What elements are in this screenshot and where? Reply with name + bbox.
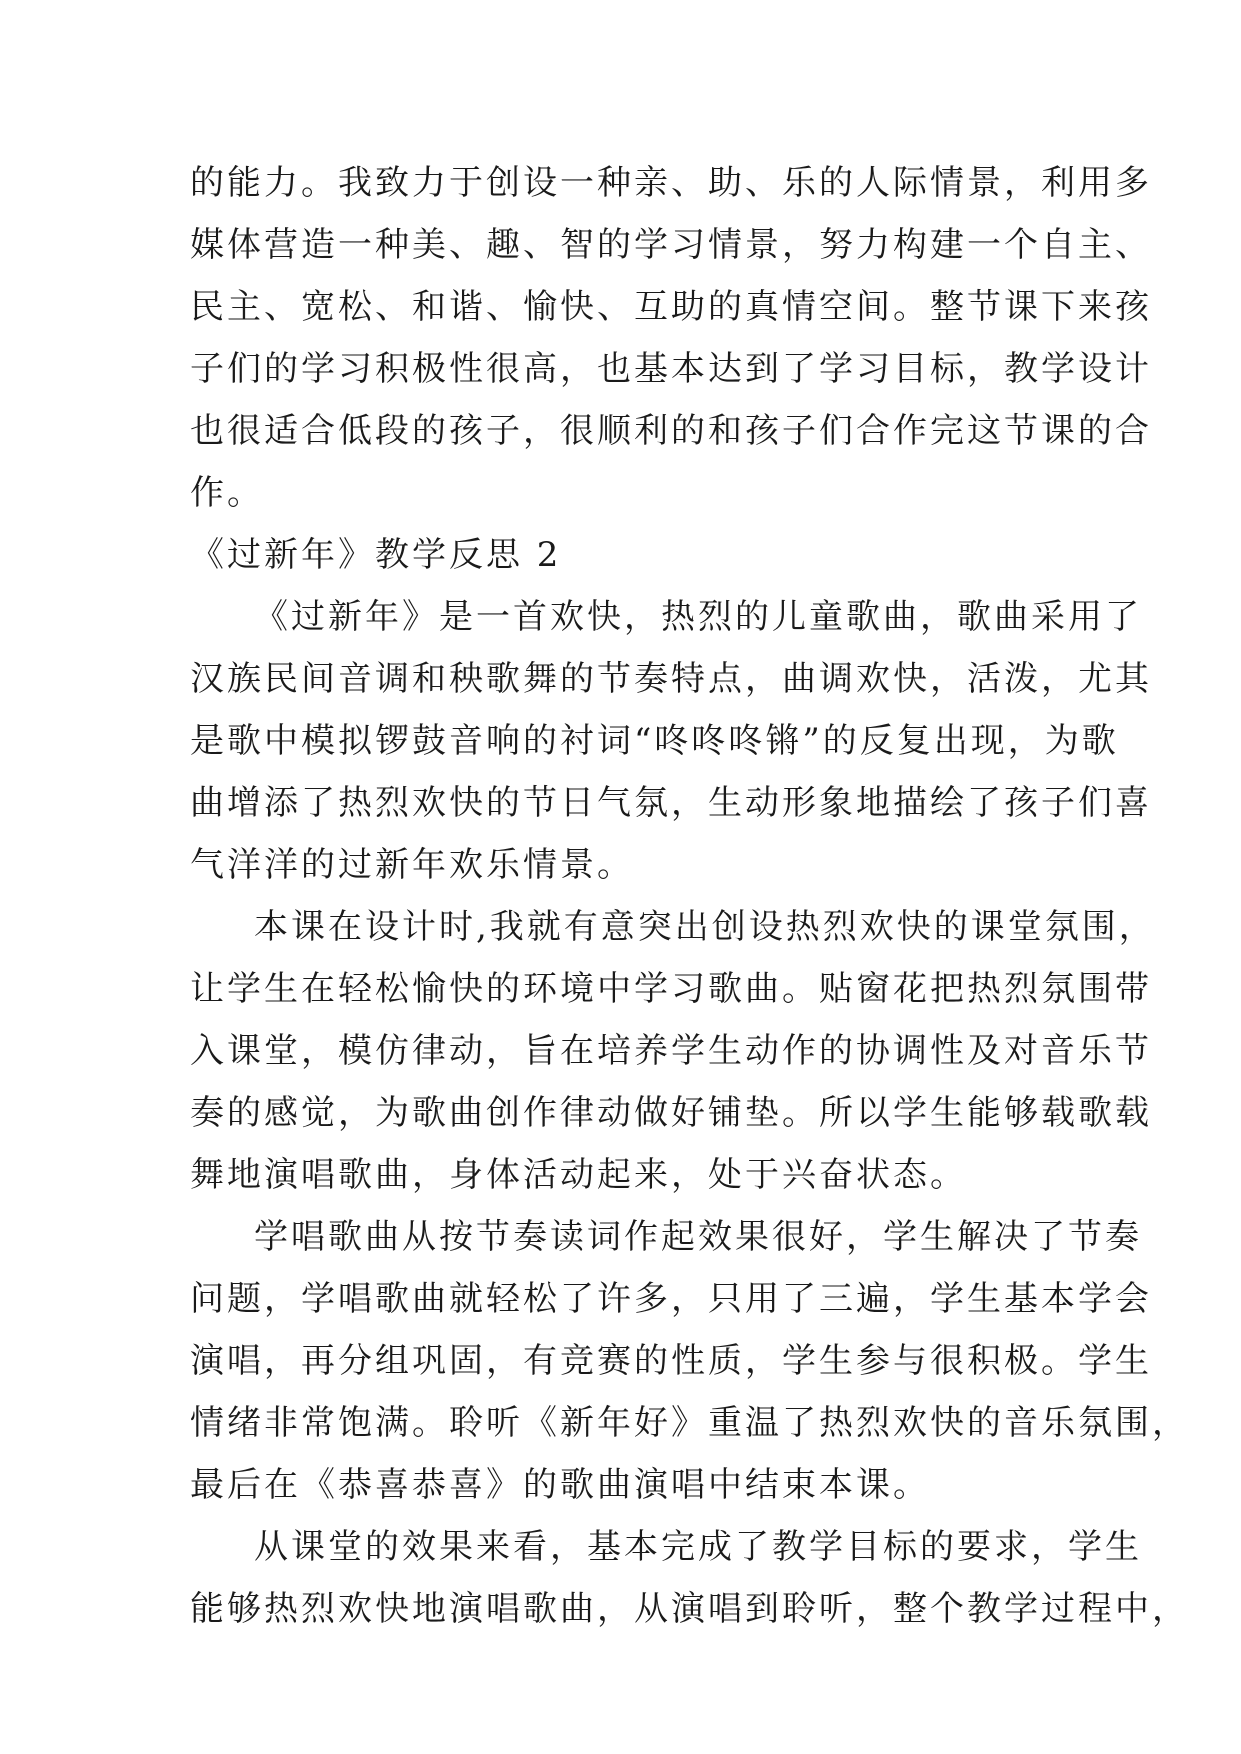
paragraph-line: 的能力。我致力于创设一种亲、助、乐的人际情景，利用多 — [190, 163, 1152, 203]
paragraph-line: 曲增添了热烈欢快的节日气氛，生动形象地描绘了孩子们喜 — [190, 783, 1152, 823]
paragraph-line: 本课在设计时,我就有意突出创设热烈欢快的课堂氛围， — [254, 907, 1156, 947]
paragraph-line: 能够热烈欢快地演唱歌曲，从演唱到聆听，整个教学过程中， — [190, 1589, 1189, 1629]
paragraph-line: 入课堂，模仿律动，旨在培养学生动作的协调性及对音乐节 — [190, 1031, 1152, 1071]
paragraph-line: 媒体营造一种美、趣、智的学习情景，努力构建一个自主、 — [190, 225, 1152, 265]
paragraph-line: 情绪非常饱满。聆听《新年好》重温了热烈欢快的音乐氛围， — [190, 1403, 1189, 1443]
paragraph-line: 《过新年》是一首欢快，热烈的儿童歌曲，歌曲采用了 — [254, 597, 1142, 637]
paragraph-line: 舞地演唱歌曲，身体活动起来，处于兴奋状态。 — [190, 1155, 967, 1195]
paragraph-line: 奏的感觉，为歌曲创作律动做好铺垫。所以学生能够载歌载 — [190, 1093, 1152, 1133]
paragraph-line: 气洋洋的过新年欢乐情景。 — [190, 845, 634, 885]
paragraph-line: 民主、宽松、和谐、愉快、互助的真情空间。整节课下来孩 — [190, 287, 1152, 327]
paragraph-line: 最后在《恭喜恭喜》的歌曲演唱中结束本课。 — [190, 1465, 930, 1505]
paragraph-line: 从课堂的效果来看，基本完成了教学目标的要求，学生 — [254, 1527, 1142, 1567]
paragraph-line: 学唱歌曲从按节奏读词作起效果很好，学生解决了节奏 — [254, 1217, 1142, 1257]
paragraph-line: 演唱，再分组巩固，有竞赛的性质，学生参与很积极。学生 — [190, 1341, 1152, 1381]
paragraph-line: 子们的学习积极性很高，也基本达到了学习目标，教学设计 — [190, 349, 1152, 389]
document-body — [190, 152, 1189, 1640]
paragraph-line: 作。 — [190, 473, 264, 513]
paragraph-line: 是歌中模拟锣鼓音响的衬词“咚咚咚锵”的反复出现，为歌 — [190, 721, 1119, 761]
paragraph-line: 问题，学唱歌曲就轻松了许多，只用了三遍，学生基本学会 — [190, 1279, 1152, 1319]
paragraph-line: 让学生在轻松愉快的环境中学习歌曲。贴窗花把热烈氛围带 — [190, 969, 1152, 1009]
paragraph-line: 汉族民间音调和秧歌舞的节奏特点，曲调欢快，活泼，尤其 — [190, 659, 1152, 699]
section-heading: 《过新年》教学反思 2 — [190, 535, 562, 575]
paragraph-line: 也很适合低段的孩子，很顺利的和孩子们合作完这节课的合 — [190, 411, 1152, 451]
